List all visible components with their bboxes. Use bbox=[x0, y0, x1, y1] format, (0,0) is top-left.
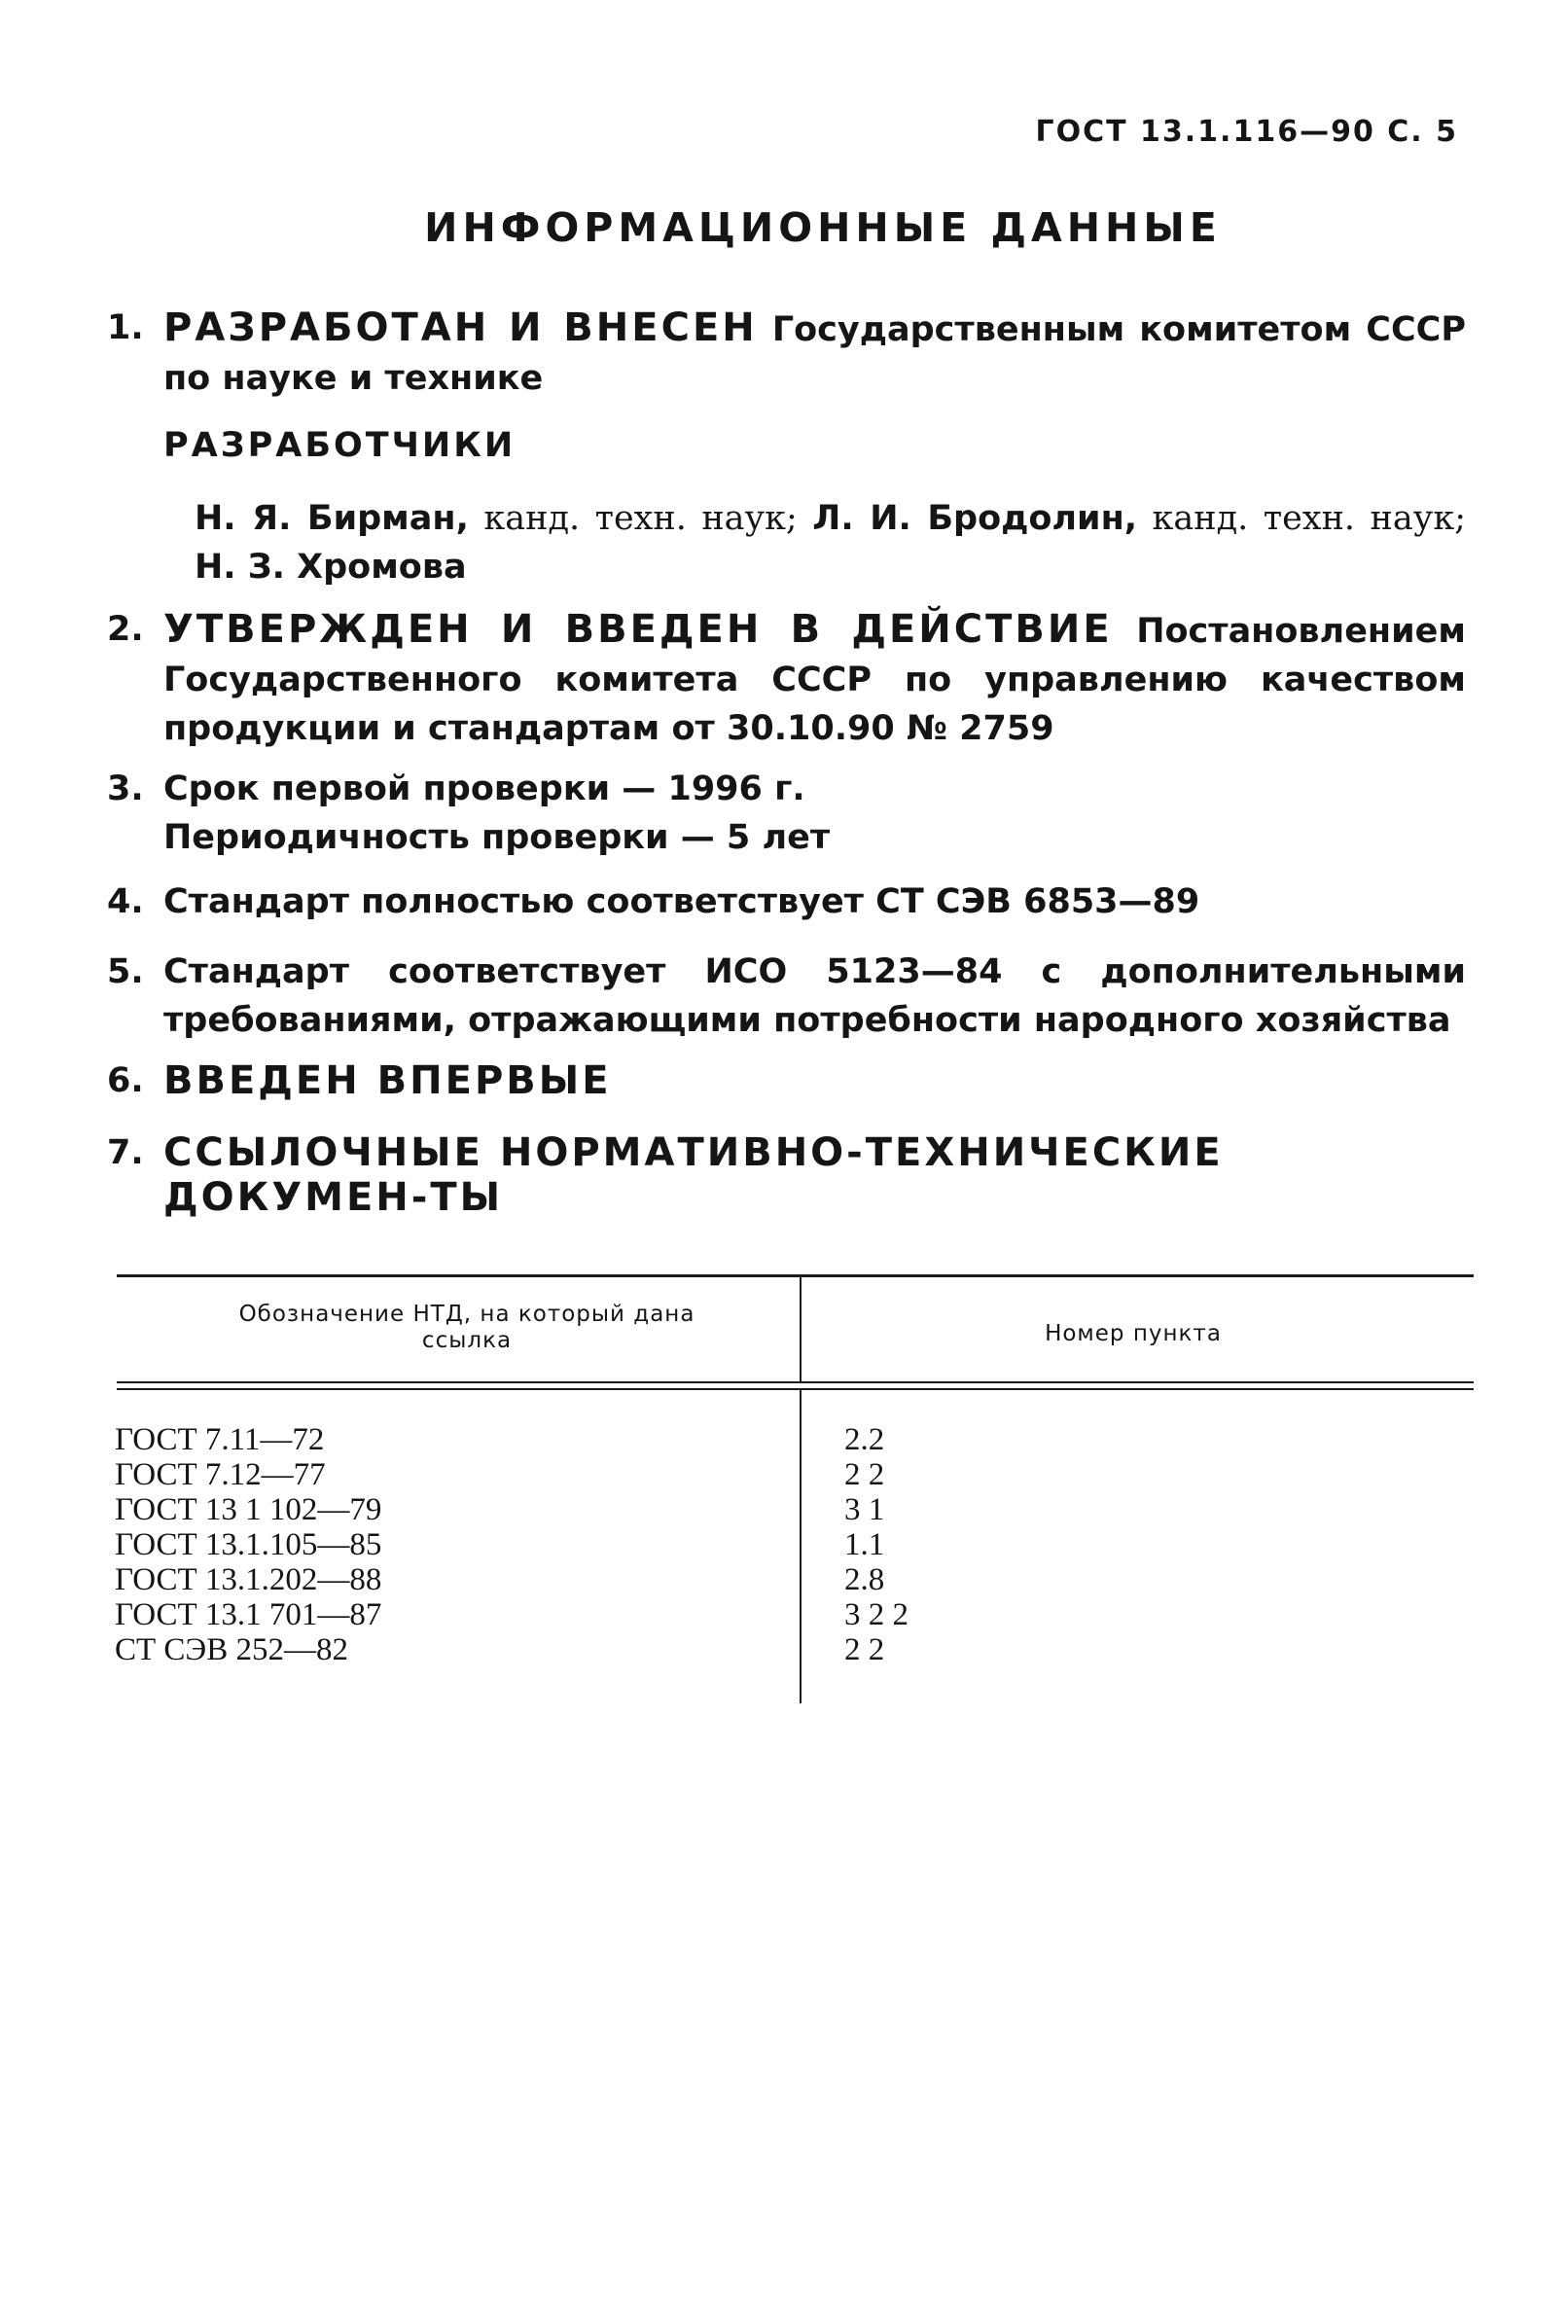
table-cell-document: ГОСТ 7.11—72 bbox=[115, 1422, 325, 1457]
info-item-6 bbox=[107, 1056, 1466, 1105]
table-cell-document: ГОСТ 7.12—77 bbox=[115, 1457, 326, 1492]
item-text: Стандарт соответствует ИСО 5123—84 с дополнительными требованиями, отражающими потребности народного хозяйства bbox=[163, 952, 1466, 1040]
info-item-5 bbox=[107, 947, 1466, 1045]
table-column-divider bbox=[800, 1390, 802, 1703]
table-cell-clause: 3 1 bbox=[844, 1492, 885, 1527]
developers-heading: РАЗРАБОТЧИКИ bbox=[163, 426, 517, 465]
info-item-7 bbox=[107, 1130, 1466, 1220]
info-item-4 bbox=[107, 877, 1466, 926]
table-cell-document: СТ СЭВ 252—82 bbox=[115, 1632, 348, 1667]
table-cell-clause: 2 2 bbox=[844, 1457, 885, 1492]
info-item-2 bbox=[107, 605, 1466, 753]
info-item-3 bbox=[107, 765, 1466, 862]
item-text: Государственным комитетом СССР по науке и технике bbox=[163, 310, 1466, 398]
item-text: Периодичность проверки — 5 лет bbox=[163, 818, 831, 857]
table-header-clause: Номер пункта bbox=[1045, 1321, 1222, 1346]
table-cell-clause: 1.1 bbox=[844, 1527, 885, 1562]
table-column-clauses bbox=[844, 1422, 909, 1667]
item-text: Постановлением Государственного комитета СССР по управлению качеством продукции и стандартам от 30.10.90 № 2759 bbox=[163, 612, 1466, 748]
item-number: 7. bbox=[107, 1133, 144, 1172]
item-number: 3. bbox=[107, 769, 144, 808]
table-cell-document: ГОСТ 13.1.105—85 bbox=[115, 1527, 382, 1562]
author-degree: канд. техн. наук; bbox=[468, 499, 813, 538]
item-text: ВВЕДЕН ВПЕРВЫЕ bbox=[163, 1058, 612, 1103]
item-number: 6. bbox=[107, 1061, 144, 1100]
table-top-rule bbox=[117, 1274, 1474, 1277]
info-item-1 bbox=[107, 304, 1466, 403]
document-title: ИНФОРМАЦИОННЫЕ ДАННЫЕ bbox=[424, 204, 1222, 251]
item-number: 5. bbox=[107, 952, 144, 991]
table-cell-document: ГОСТ 13.1 701—87 bbox=[115, 1597, 382, 1632]
table-column-divider bbox=[800, 1277, 802, 1381]
item-lead: РАЗРАБОТАН И ВНЕСЕН bbox=[163, 305, 758, 350]
item-text: Стандарт полностью соответствует СТ СЭВ 6853—89 bbox=[163, 882, 1200, 921]
table-header-document: Обозначение НТД, на который дана ссылка bbox=[238, 1302, 695, 1353]
author-name: Н. З. Хромова bbox=[195, 548, 467, 587]
developers-list bbox=[195, 494, 1466, 591]
table-cell-clause: 2 2 bbox=[844, 1632, 885, 1667]
table-cell-document: ГОСТ 13.1.202—88 bbox=[115, 1562, 382, 1597]
table-cell-document: ГОСТ 13 1 102—79 bbox=[115, 1492, 382, 1527]
table-column-documents bbox=[115, 1422, 381, 1667]
item-text: Срок первой проверки — 1996 г. bbox=[163, 769, 805, 808]
page-header: ГОСТ 13.1.116—90 С. 5 bbox=[1035, 115, 1458, 149]
item-lead: УТВЕРЖДЕН И ВВЕДЕН В ДЕЙСТВИЕ bbox=[163, 607, 1113, 652]
item-number: 2. bbox=[107, 610, 144, 649]
table-header-rule bbox=[117, 1388, 1474, 1390]
author-name: Н. Я. Бирман, bbox=[195, 499, 469, 538]
item-number: 1. bbox=[107, 308, 144, 347]
author-name: Л. И. Бродолин, bbox=[812, 499, 1138, 538]
table-cell-clause: 3 2 2 bbox=[844, 1597, 909, 1632]
table-header-rule bbox=[117, 1381, 1474, 1383]
item-text: ССЫЛОЧНЫЕ НОРМАТИВНО-ТЕХНИЧЕСКИЕ ДОКУМЕН-ТЫ bbox=[163, 1130, 1224, 1220]
item-number: 4. bbox=[107, 882, 144, 921]
author-degree: канд. техн. наук; bbox=[1137, 499, 1466, 538]
table-cell-clause: 2.8 bbox=[844, 1562, 885, 1597]
table-cell-clause: 2.2 bbox=[844, 1422, 885, 1457]
